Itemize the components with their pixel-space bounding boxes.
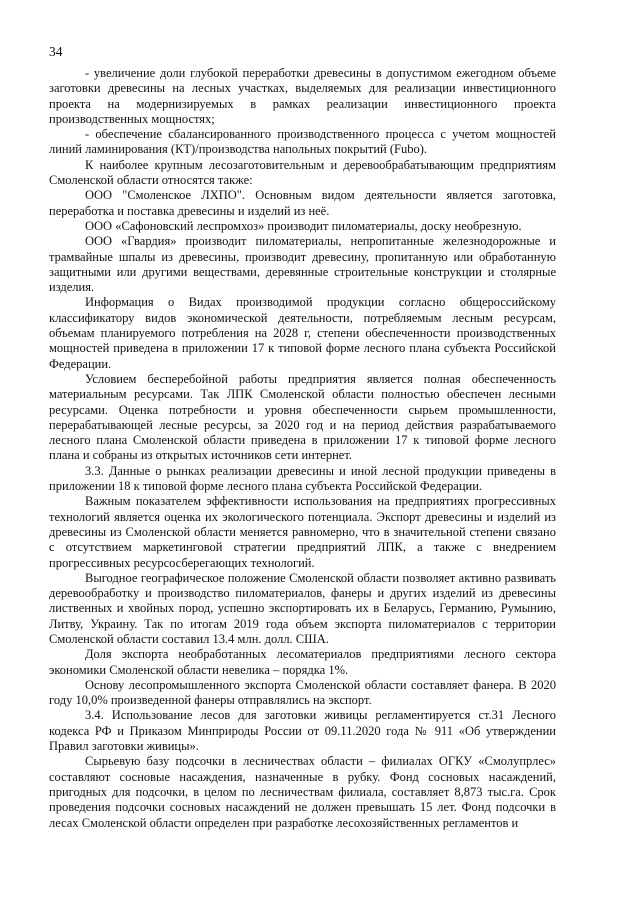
paragraph: 3.4. Использование лесов для заготовки живицы регламентируется ст.31 Лесного кодекса РФ и Приказом Минприроды России от 09.11.2020 года № 911 «Об утверждении Правил заготовки живицы». bbox=[49, 708, 556, 754]
paragraph: К наиболее крупным лесозаготовительным и деревообрабатывающим предприятиям Смоленской области относятся также: bbox=[49, 157, 556, 188]
paragraph: ООО «Сафоновский леспромхоз» производит пиломатериалы, доску необрезную. bbox=[85, 218, 522, 233]
paragraph: Сырьевую базу подсочки в лесничествах области – филиалах ОГКУ «Смолупрлес» составляют сосновые насаждения, назначенные в рубку. Фонд сосновых насаждений, пригодных для подсочки, в целом по лесничествам филиала, составляет 8,873 тыс.га. Срок проведения подсочки сосновых насаждений не должен превышать 15 лет. Фонд подсочки в лесах Смоленской области определен при разработке лесохозяйственных регламентов и bbox=[49, 754, 556, 830]
paragraph: - обеспечение сбалансированного производственного процесса с учетом мощностей линий ламинирования (КТ)/производства напольных покрытий (Fubo). bbox=[49, 127, 556, 157]
paragraph: 3.3. Данные о рынках реализации древесины и иной лесной продукции приведены в приложении 18 к типовой форме лесного плана субъекта Российской Федерации. bbox=[49, 463, 556, 494]
page-number: 34 bbox=[49, 44, 63, 59]
paragraph: Важным показателем эффективности использования на предприятиях прогрессивных технологий является оценка их экологического потенциала. Экспорт древесины и изделий из древесины из Смоленской области меняется равномерно, что в значительной степени связано с отсутствием маркетинговой стратегии предприятий ЛПК, а также с внедрением прогрессивных ресурсосберегающих технологий. bbox=[49, 494, 556, 570]
paragraph: ООО "Смоленское ЛХПО". Основным видом деятельности является заготовка, переработка и поставка древесины и изделий из неё. bbox=[49, 188, 556, 218]
paragraph: Доля экспорта необработанных лесоматериалов предприятиями лесного сектора экономики Смоленской области невелика – порядка 1%. bbox=[49, 647, 556, 677]
paragraph: Выгодное географическое положение Смоленской области позволяет активно развивать деревообработку и производство пиломатериалов, фанеры и других изделий из древесины лиственных и хвойных пород, успешно экспортировать их в Беларусь, Германию, Румынию, Литву, Украину. Так по итогам 2019 года объем экспорта пиломатериалов с территории Смоленской области составил 13.4 млн. долл. США. bbox=[49, 570, 556, 646]
paragraph: Условием бесперебойной работы предприятия является полная обеспеченность материальным ресурсами. Так ЛПК Смоленской области полностью обеспечен лесными ресурсами. Оценка потребности и уровня обеспеченности сырьем промышленности, перерабатывающей лесные ресурсы, за 2020 год и на период действия разрабатываемого лесного плана Смоленской области приведена в приложении 17 к типовой форме лесного плана и собраны из открытых источников сети интернет. bbox=[49, 371, 556, 463]
paragraph: - увеличение доли глубокой переработки древесины в допустимом ежегодном объеме заготовки древесины на лесных участках, выделяемых для реализации инвестиционного проекта на модернизируемых в рамках реализации инвестиционного проекта производственных мощностях; bbox=[49, 66, 556, 126]
paragraph: Основу лесопромышленного экспорта Смоленской области составляет фанера. В 2020 году 10,0% произведенной фанеры отправлялись на экспорт. bbox=[49, 677, 556, 708]
paragraph: ООО «Гвардия» производит пиломатериалы, непропитанные железнодорожные и трамвайные шпалы из древесины, производит древесину, пропитанную или обработанную защитными или другими веществами, деревянные строительные конструкции и столярные изделия. bbox=[49, 234, 556, 295]
document-body bbox=[49, 66, 556, 831]
paragraph: Информация о Видах производимой продукции согласно общероссийскому классификатору видов экономической деятельности, потребляемым лесным ресурсам, объемам планируемого потребления на 2028 г, степени обеспеченности производственных мощностей приведена в приложении 17 к типовой форме лесного плана субъекта Российской Федерации. bbox=[49, 295, 556, 371]
